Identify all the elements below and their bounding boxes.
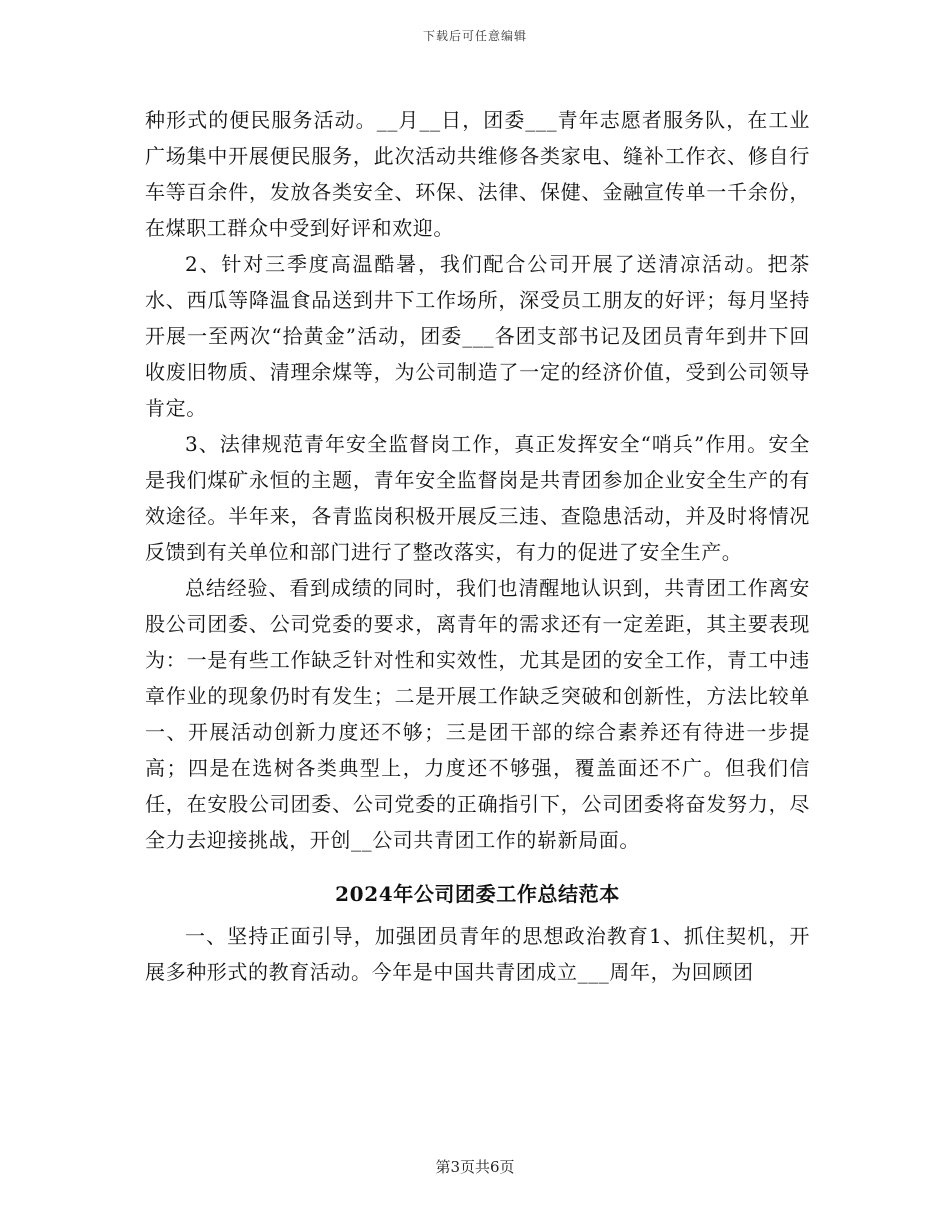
paragraph-section-intro: 一、坚持正面引导，加强团员青年的思想政治教育1、抓住契机，开展多种形式的教育活动。今年是中国共青团成立___周年，为回顾团 xyxy=(145,924,810,984)
paragraph-item-3: 3、法律规范青年安全监督岗工作，真正发挥安全“哨兵”作用。安全是我们煤矿永恒的主题，青年安全监督岗是共青团参加企业安全生产的有效途径。半年来，各青监岗积极开展反三违、查隐患活动，并及时将情况反馈到有关单位和部门进行了整改落实，有力的促进了安全生产。 xyxy=(145,432,810,564)
section-title: 2024年公司团委工作总结范本 xyxy=(335,882,620,906)
page-number-footer: 第3页共6页 xyxy=(435,1158,515,1176)
document-body xyxy=(145,102,810,990)
paragraph-item-2: 2、针对三季度高温酷暑，我们配合公司开展了送清凉活动。把茶水、西瓜等降温食品送到井下工作场所，深受员工朋友的好评；每月坚持开展一至两次“拾黄金”活动，团委___各团支部书记及团员青年到井下回收废旧物质、清理余煤等，为公司制造了一定的经济价值，受到公司领导肯定。 xyxy=(145,252,810,420)
paragraph-summary: 总结经验、看到成绩的同时，我们也清醒地认识到，共青团工作离安股公司团委、公司党委的要求，离青年的需求还有一定差距，其主要表现为：一是有些工作缺乏针对性和实效性，尤其是团的安全工作，青工中违章作业的现象仍时有发生；二是开展工作缺乏突破和创新性，方法比较单一、开展活动创新力度还不够；三是团干部的综合素养还有待进一步提高；四是在选树各类典型上，力度还不够强，覆盖面还不广。但我们信任，在安股公司团委、公司党委的正确指引下，公司团委将奋发努力，尽全力去迎接挑战，开创__公司共青团工作的崭新局面。 xyxy=(145,576,810,852)
page-header: 下载后可任意编辑 xyxy=(422,29,527,43)
paragraph-continuation: 种形式的便民服务活动。__月__日，团委___青年志愿者服务队，在工业广场集中开展便民服务，此次活动共维修各类家电、缝补工作衣、修自行车等百余件，发放各类安全、环保、法律、保健、金融宣传单一千余份，在煤职工群众中受到好评和欢迎。 xyxy=(145,108,810,240)
